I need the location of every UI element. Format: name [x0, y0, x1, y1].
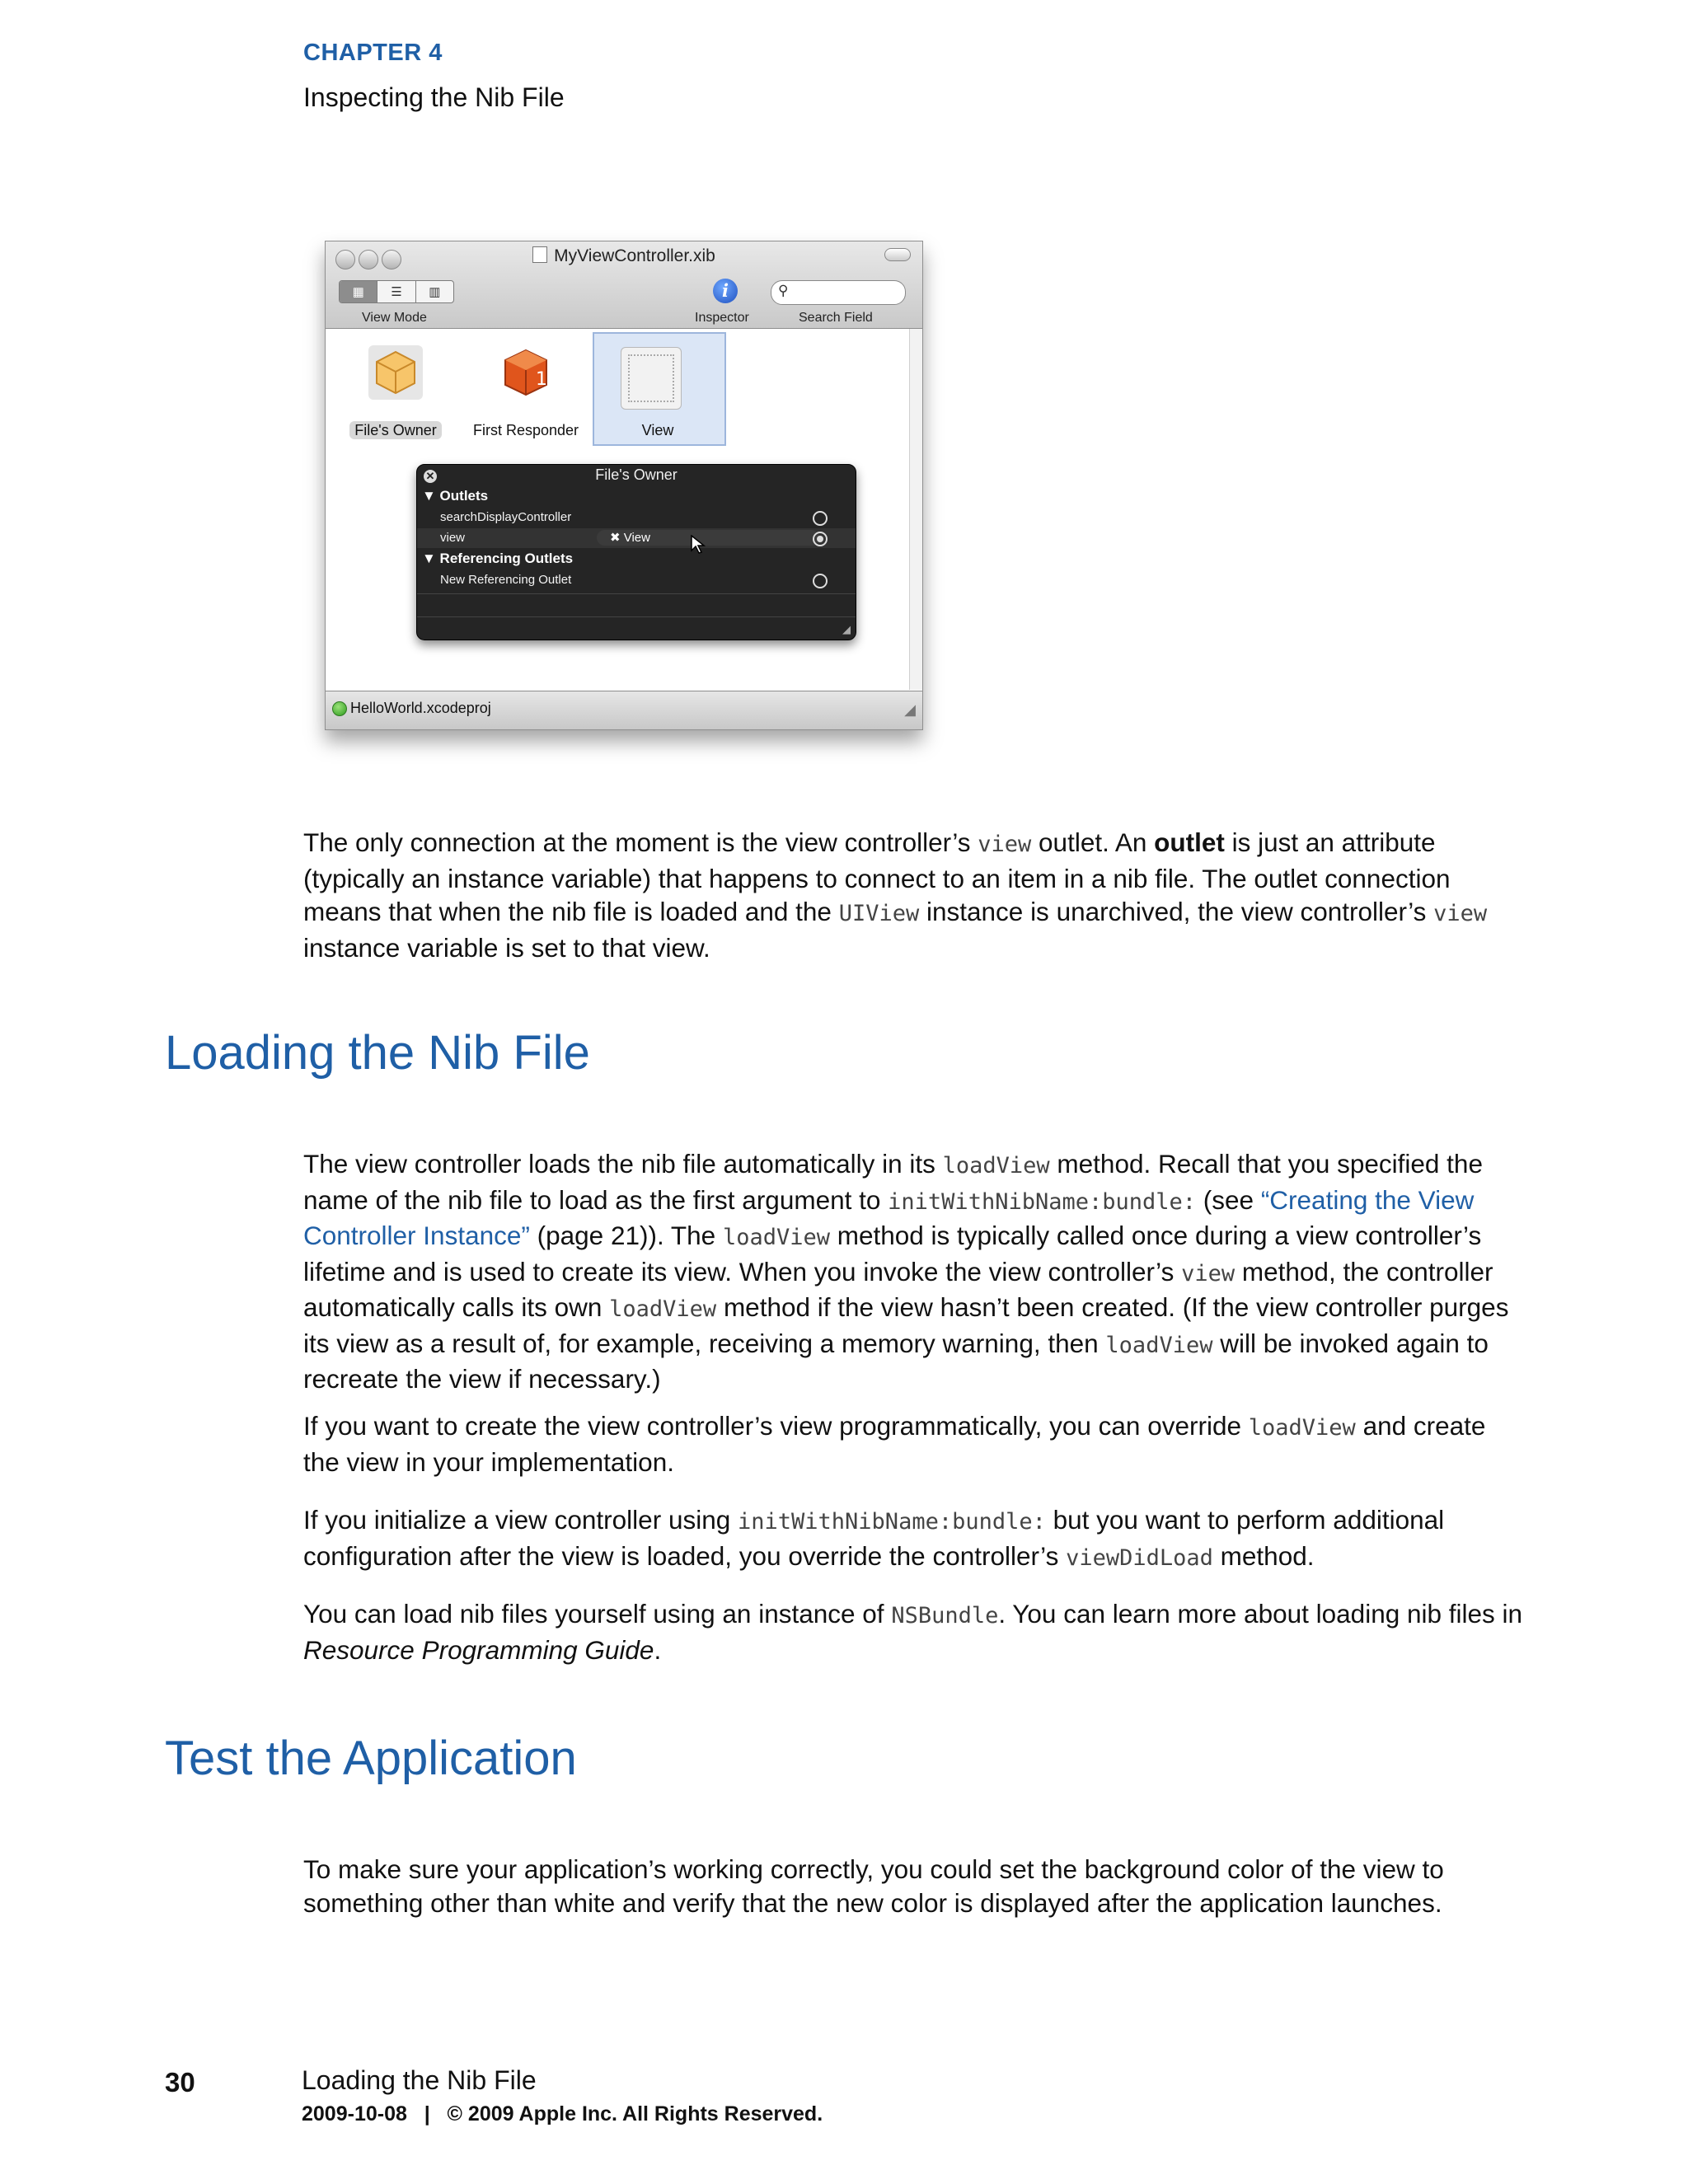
project-status-icon — [332, 701, 347, 716]
connected-circle-icon[interactable] — [813, 532, 828, 546]
icon-view-mode-icon[interactable]: ▦ — [340, 281, 377, 302]
toolbar-toggle-button[interactable] — [884, 248, 911, 261]
svg-text:1: 1 — [536, 369, 547, 390]
outlets-heading[interactable]: ▼ Outlets — [422, 488, 489, 504]
vertical-scrollbar[interactable] — [909, 329, 922, 690]
connections-hud-panel — [416, 464, 856, 640]
mouse-pointer-icon — [691, 535, 706, 555]
view-object[interactable] — [596, 334, 720, 439]
view-mode-label: View Mode — [362, 311, 427, 325]
view-object-label: View — [641, 422, 674, 438]
hud-title: File's Owner — [595, 466, 678, 483]
paragraph-nsbundle: You can load nib files yourself using an instance of NSBundle. You can learn more about loading nib files in Resource Programming Guide. — [303, 1599, 1523, 1665]
section-heading-test-application: Test the Application — [165, 1732, 577, 1785]
window-titlebar — [326, 241, 922, 329]
first-responder-object[interactable] — [464, 334, 588, 439]
footer-copyright: 2009-10-08 | © 2009 Apple Inc. All Rights Reserved. — [302, 2102, 823, 2125]
referencing-outlets-heading[interactable]: ▼ Referencing Outlets — [422, 551, 574, 566]
outlet-row-search-display-controller[interactable] — [417, 508, 856, 527]
connection-circle-icon[interactable] — [813, 574, 828, 588]
search-icon: ⚲ — [778, 283, 789, 298]
search-input[interactable] — [771, 280, 906, 305]
files-owner-object[interactable] — [334, 334, 457, 439]
search-field-label: Search Field — [799, 311, 873, 325]
connection-target[interactable]: ✖ View — [597, 530, 819, 546]
paragraph-programmatic-view: If you want to create the view controller’s view programmatically, you can override loadView and create the view in your implementation. — [303, 1411, 1486, 1477]
first-responder-icon — [499, 345, 553, 400]
chapter-label: CHAPTER 4 — [303, 40, 443, 66]
section-heading-loading-nib: Loading the Nib File — [165, 1026, 590, 1080]
column-view-mode-icon[interactable]: ▥ — [429, 285, 441, 299]
page-number: 30 — [165, 2067, 195, 2097]
close-hud-icon[interactable]: ✕ — [424, 470, 437, 483]
outlet-row-view[interactable] — [417, 528, 856, 548]
paragraph-viewdidload: If you initialize a view controller using initWithNibName:bundle: but you want to perform additional configuration after the view is loaded, you override the controller’s viewDidLoad method. — [303, 1505, 1445, 1571]
resize-grip-icon[interactable]: ◢ — [842, 623, 851, 635]
new-referencing-outlet-row[interactable] — [417, 570, 856, 590]
chapter-title: Inspecting the Nib File — [303, 82, 565, 112]
document-icon — [532, 246, 547, 263]
resource-guide-title: Resource Programming Guide — [303, 1634, 654, 1665]
cube-icon — [368, 345, 423, 400]
files-owner-label: File's Owner — [349, 421, 441, 439]
referencing-outlet-name: New Referencing Outlet — [440, 573, 572, 587]
paragraph-outlet: The only connection at the moment is the view controller’s view outlet. An outlet is just an attribute (typically an instance variable) that happens to connect to an item in a nib file. The outlet connection means that when the nib file is loaded and the UIView instance is unarchived, the view controller’s view instance variable is set to that view. — [303, 827, 1488, 963]
ib-window-figure — [325, 241, 923, 730]
creating-view-controller-link[interactable]: “Creating the View Controller Instance” — [303, 1184, 1475, 1250]
project-name: HelloWorld.xcodeproj — [350, 700, 491, 716]
list-view-mode-icon[interactable]: ☰ — [377, 281, 415, 302]
window-resize-grip-icon[interactable]: ◢ — [904, 701, 916, 718]
paragraph-test: To make sure your application’s working correctly, you could set the background color of the view to something other than white and verify that the new color is displayed after the application launches. — [303, 1854, 1444, 1918]
connection-circle-icon[interactable] — [813, 511, 828, 526]
inspector-info-icon[interactable]: i — [713, 279, 738, 303]
outlet-name: searchDisplayController — [440, 510, 572, 524]
outlet-name: view — [440, 531, 466, 545]
window-title: MyViewController.xib — [326, 246, 922, 266]
view-mode-control[interactable] — [339, 280, 454, 303]
footer-title: Loading the Nib File — [302, 2065, 537, 2095]
paragraph-loadview: The view controller loads the nib file automatically in its loadView method. Recall that you specified the name of the nib file to load as the first argument to initWithNibName:bundle: (see “Creating the View Controller Instance” (page 21)). The loadView method is typically called once during a view controller’s lifetime and is used to create its view. When you invoke the view controller’s view method, the controller automatically calls its own loadView method if the view hasn’t been created. (If the view controller purges its view as a result of, for example, receiving a memory warning, then loadView will be invoked again to recreate the view if necessary.) — [303, 1149, 1509, 1394]
first-responder-label: First Responder — [472, 422, 579, 438]
window-statusbar — [326, 691, 922, 729]
inspector-label: Inspector — [695, 311, 749, 325]
